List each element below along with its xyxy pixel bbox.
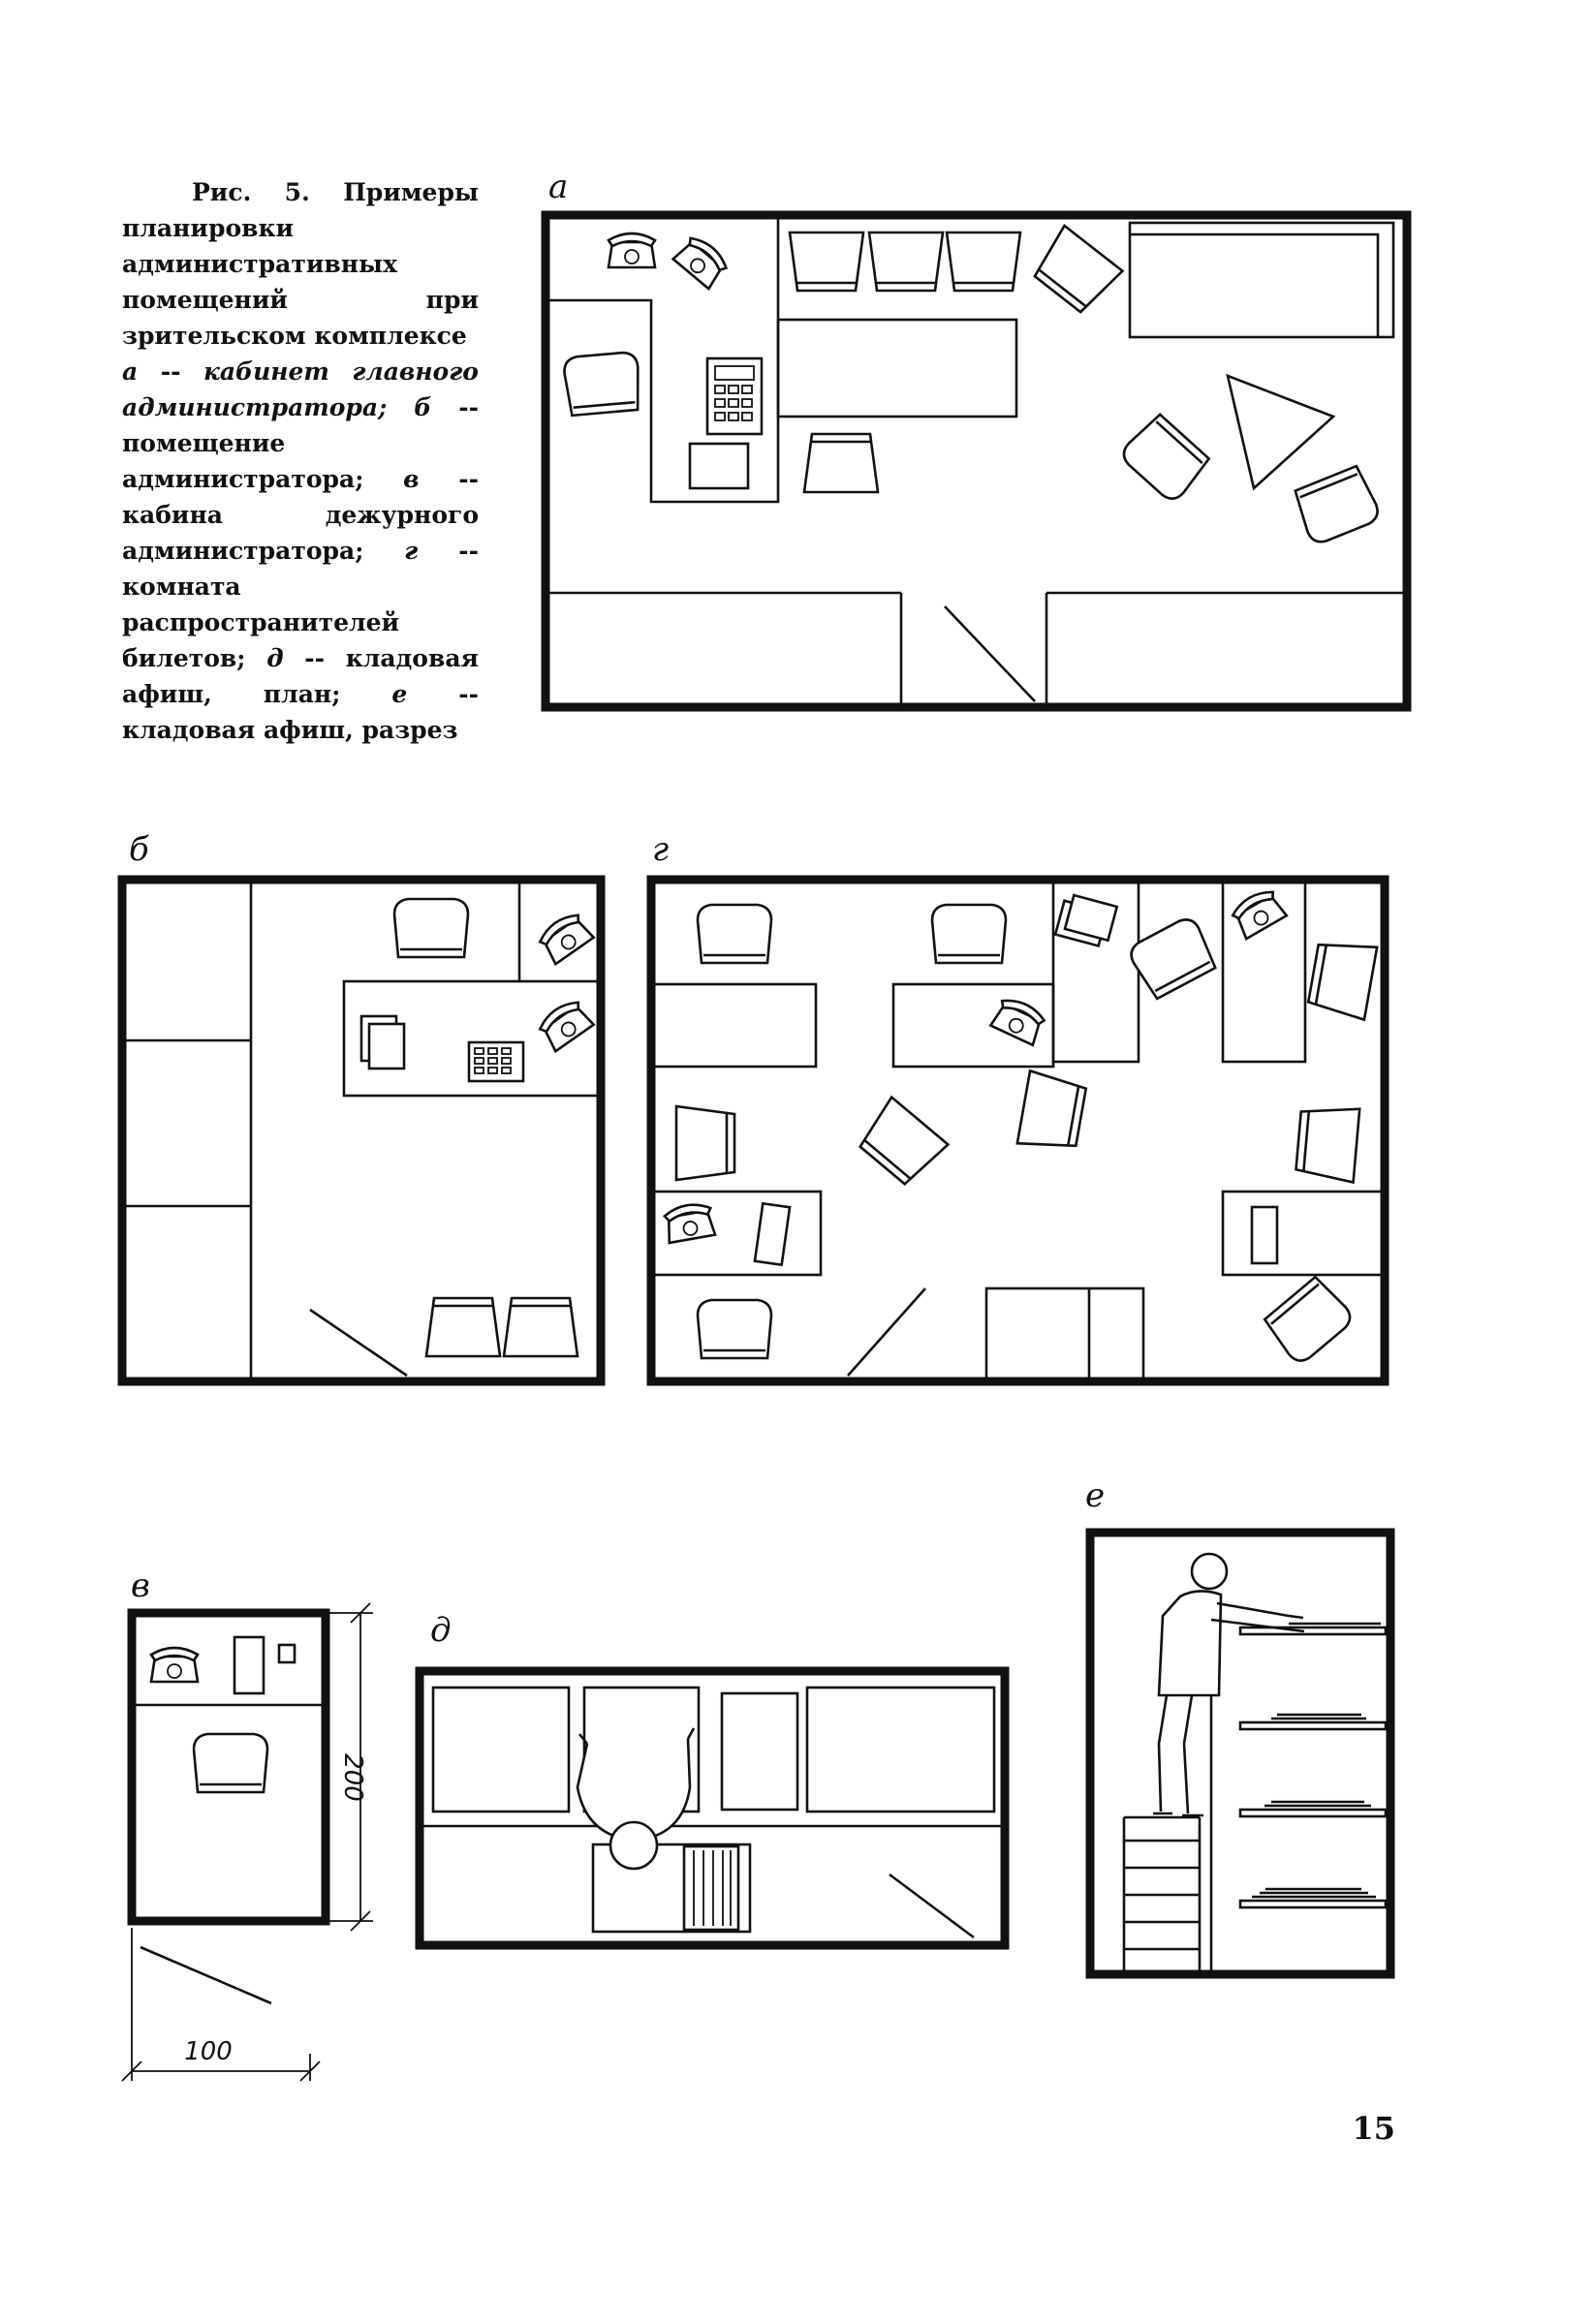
chair-icon — [1292, 465, 1382, 546]
panel-label-b: б — [129, 830, 149, 869]
phone-icon — [990, 995, 1046, 1045]
caption-letter-a: а — [122, 357, 139, 386]
chair-icon — [1307, 937, 1377, 1019]
door-g — [848, 1288, 925, 1376]
caption-text-v: кабина дежурного администратора; — [122, 501, 479, 565]
caption-text-d: кладовая афиш, план; — [122, 644, 479, 708]
stepladder-e — [1124, 1817, 1200, 1974]
calculator-icon — [707, 358, 762, 434]
chair-icon — [426, 1298, 500, 1356]
caption-text-g: комната распространителей билетов; — [122, 573, 400, 672]
paper-icon — [1252, 1207, 1277, 1263]
desk-a-center — [778, 320, 1016, 417]
paper-icon — [690, 444, 748, 488]
chair-icon — [1262, 1275, 1356, 1367]
dim-height-label: 200 — [338, 1753, 367, 1802]
paper-icon — [755, 1203, 790, 1264]
caption-sep: -- — [458, 465, 479, 493]
phone-icon — [536, 997, 593, 1051]
caption-sep: -- — [458, 393, 479, 421]
caption-letter-b: б — [414, 393, 432, 421]
desk-g-6 — [1223, 1192, 1385, 1275]
page-number: 15 — [1352, 2110, 1395, 2147]
panel-label-a: а — [548, 168, 569, 206]
panel-d — [420, 1611, 1005, 1945]
desk-g-1 — [651, 984, 816, 1067]
chair-icon — [698, 905, 771, 963]
caption-letter-d: д — [266, 644, 284, 672]
chair-icon — [932, 905, 1006, 963]
caption-title: Рис. 5. Примеры планировки административных помещений при зрительском комплексе — [122, 178, 479, 350]
caption-text-e: кладовая афиш, разрез — [122, 716, 458, 744]
chair-icon — [1295, 1104, 1359, 1183]
caption-text-b: помещение администратора; — [122, 429, 364, 493]
shelf-d-4 — [807, 1688, 994, 1812]
phone-icon — [151, 1648, 198, 1682]
shelf-d-3 — [722, 1693, 797, 1810]
chair-icon — [804, 434, 878, 492]
panel-v — [122, 1566, 373, 2081]
person-top-view — [577, 1728, 694, 1869]
panel-g — [651, 830, 1385, 1381]
keypad-icon — [469, 1042, 523, 1081]
chair-icon — [504, 1298, 577, 1356]
chair-icon — [1126, 914, 1218, 1001]
panel-label-e: е — [1085, 1476, 1106, 1515]
caption-sep: -- — [304, 644, 326, 672]
chair-icon — [869, 232, 943, 291]
chair-icon — [1029, 226, 1123, 317]
papers-icon — [1055, 893, 1117, 947]
phone-icon — [1230, 886, 1287, 939]
sofa-a — [1130, 223, 1393, 337]
caption-text-a: кабинет главного администратора; — [122, 357, 479, 421]
chair-icon — [676, 1106, 734, 1180]
panel-a — [546, 168, 1407, 707]
chair-icon — [194, 1734, 267, 1792]
person-side-view — [1153, 1554, 1304, 1815]
caption-sep: -- — [160, 357, 181, 386]
panel-label-v: в — [131, 1566, 150, 1605]
door-d — [890, 1875, 974, 1937]
chair-icon — [1017, 1070, 1087, 1153]
chair-icon — [855, 1098, 949, 1190]
paper-icon — [234, 1637, 264, 1693]
door-v — [140, 1947, 271, 2003]
phone-icon — [673, 232, 731, 289]
caption-sep: -- — [458, 680, 479, 708]
chair-icon — [563, 352, 641, 416]
dim-width-label: 100 — [184, 2037, 233, 2066]
papers-icon — [361, 1016, 404, 1069]
phone-icon — [664, 1201, 715, 1243]
chair-icon — [394, 899, 468, 957]
caption-letter-e: е — [391, 680, 408, 708]
chair-icon — [947, 232, 1020, 291]
caption-letter-g: г — [404, 537, 419, 565]
shelf-d-1 — [433, 1688, 569, 1812]
radiator-icon — [684, 1846, 738, 1930]
panel-e — [1085, 1476, 1390, 1974]
door-b — [310, 1310, 407, 1376]
panel-label-g: г — [652, 830, 670, 869]
caption-letter-v: в — [403, 465, 420, 493]
caption-sep: -- — [458, 537, 479, 565]
shelves-e — [1240, 1624, 1386, 1907]
chair-icon — [1118, 412, 1212, 504]
chair-icon — [790, 232, 863, 291]
triangle-table — [1228, 376, 1333, 488]
cabinet-g — [986, 1288, 1143, 1381]
phone-icon — [609, 233, 655, 267]
chair-icon — [698, 1300, 771, 1358]
note-icon — [279, 1645, 295, 1662]
phone-icon — [536, 910, 593, 964]
door-a — [945, 606, 1035, 701]
panel-label-d: д — [430, 1611, 452, 1650]
panel-b — [122, 830, 601, 1381]
